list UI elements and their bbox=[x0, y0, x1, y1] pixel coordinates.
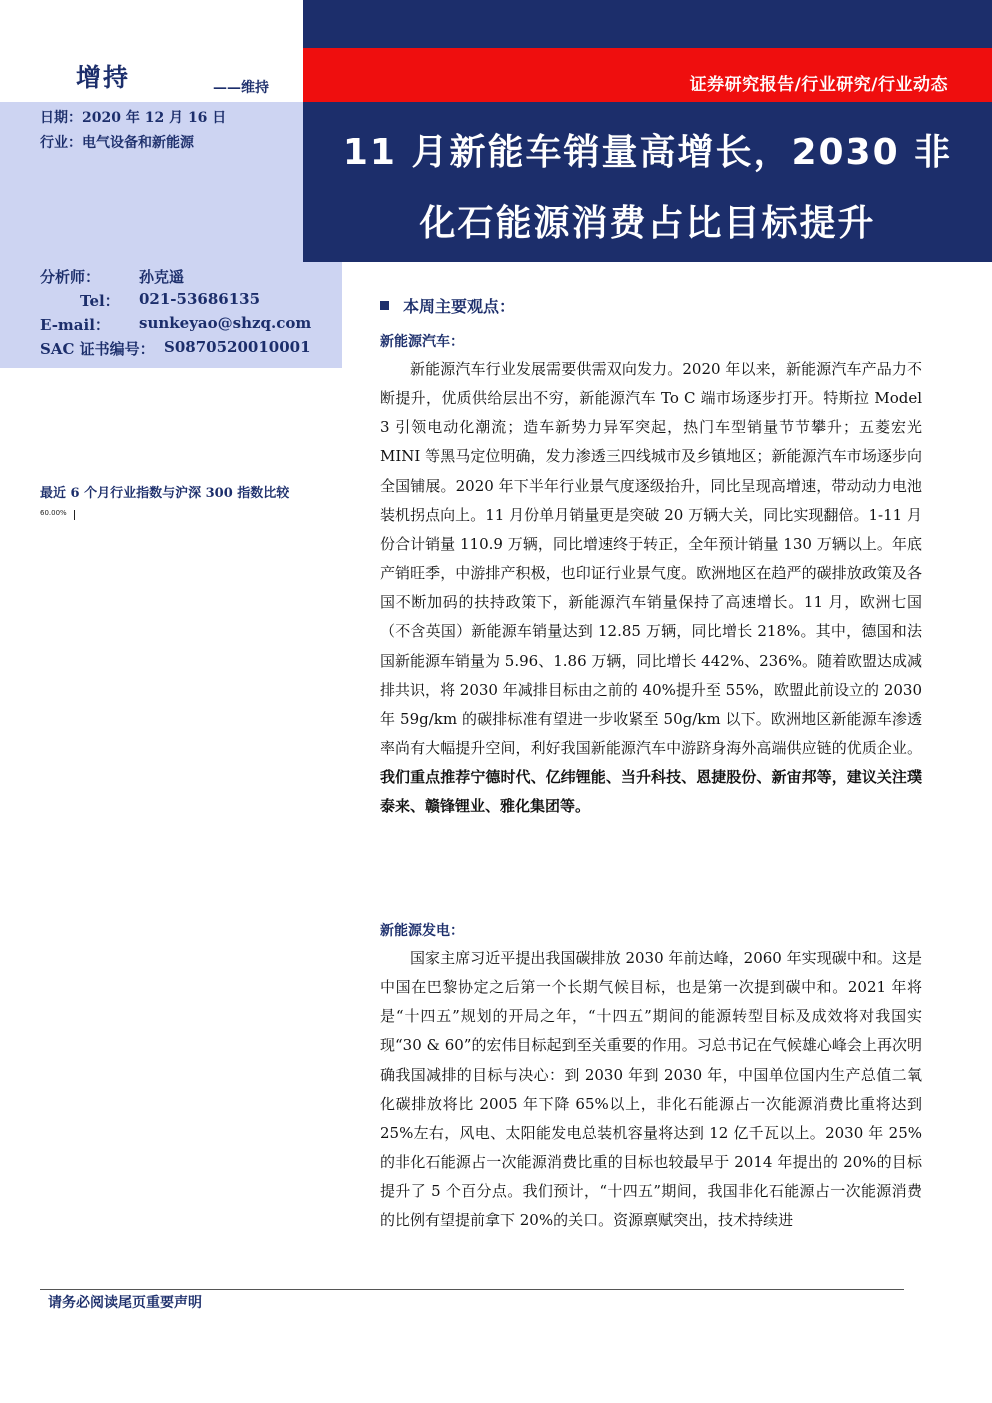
header-red-band bbox=[303, 48, 992, 102]
sac-label: SAC 证书编号： bbox=[40, 340, 155, 358]
chart-axis-mark bbox=[74, 510, 77, 520]
paragraph-nev-text: 新能源汽车行业发展需要供需双向发力。2020 年以来，新能源汽车产品力不断提升，优质供给层出不穷，新能源汽车 To C 端市场逐步打开。特斯拉 Model 3 引领电动化潮流；造车新势力异军突起，热门车型销量节节攀升；五菱宏光 MINI 等黑马定位明确，发力渗透三四线城市及乡镇地区；新能源汽车市场逐步向全国铺展。2020 年下半年行业景气度逐级抬升，同比呈现高增速，带动动力电池装机拐点向上。11 月份单月销量更是突破 20 万辆大关，同比实现翻倍。1-11 月份合计销量 110.9 万辆，同比增速终于转正，全年预计销量 130 万辆以上。年底产销旺季，中游排产积极，也印证行业景气度。欧洲地区在趋严的碳排放政策及各国不断加码的扶持政策下，新能源汽车销量保持了高速增长。11 月，欧洲七国（不含英国）新能源车销量达到 12.85 万辆，同比增长 218%。其中，德国和法国新能源车销量为 5.96、1.86 万辆，同比增长 442%、236%。随着欧盟达成减排共识，将 2030 年减排目标由之前的 40%提升至 55%，欧盟此前设立的 2030 年 59g/km 的碳排标准有望进一步收紧至 50g/km 以下。欧洲地区新能源车渗透率尚有大幅提升空间，利好我国新能源汽车中游跻身海外高端供应链的优质企业。 bbox=[380, 360, 922, 758]
footer-divider bbox=[40, 1289, 904, 1290]
report-title-line-2: 化石能源消费占比目标提升 bbox=[419, 203, 876, 244]
sac-value: S0870520010001 bbox=[164, 338, 311, 356]
subheading-power: 新能源发电： bbox=[380, 923, 464, 939]
section-heading bbox=[380, 294, 515, 317]
analyst-label: 分析师： bbox=[40, 268, 101, 286]
header-top-band bbox=[303, 0, 992, 48]
chart-caption: 最近 6 个月行业指数与沪深 300 指数比较 bbox=[40, 486, 290, 501]
report-industry: 行业：电气设备和新能源 bbox=[40, 135, 194, 151]
report-title-line-1: 11 月新能车销量高增长，2030 非 bbox=[342, 132, 953, 173]
report-date: 日期：2020 年 12 月 16 日 bbox=[40, 110, 227, 126]
paragraph-power: 国家主席习近平提出我国碳排放 2030 年前达峰，2060 年实现碳中和。这是中国在巴黎协定之后第一个长期气候目标，也是第一次提到碳中和。2021 年将是“十四五”规划的开局之年，“十四五”期间的能源转型目标及成效将对我国实现“30 & 60”的宏伟目标起到至关重要的作用。习总书记在气候雄心峰会上再次明确我国减排的目标与决心：到 2030 年到 2030 年，中国单位国内生产总值二氧化碳排放将比 2005 年下降 65%以上，非化石能源占一次能源消费比重将达到 25%左右，风电、太阳能发电总装机容量将达到 12 亿千瓦以上。2030 年 25%的非化石能源占一次能源消费比重的目标也较最早于 2014 年提出的 20%的目标提升了 5 个百分点。我们预计，“十四五”期间，我国非化石能源占一次能源消费的比例有望提前拿下 20%的关口。资源禀赋突出，技术持续进 bbox=[380, 949, 922, 1230]
rating-label: 增持 bbox=[76, 63, 131, 92]
title-banner bbox=[303, 102, 992, 262]
section-heading-text: 本周主要观点： bbox=[403, 297, 516, 316]
analyst-name: 孙克遥 bbox=[139, 268, 185, 286]
subheading-nev: 新能源汽车： bbox=[380, 334, 464, 350]
paragraph-nev bbox=[380, 355, 922, 822]
previous-rating-label: ——维持 bbox=[213, 80, 269, 96]
tel-label: Tel： bbox=[80, 292, 120, 310]
chart-axis-tick: 60.00% bbox=[40, 509, 67, 517]
email-label: E-mail： bbox=[40, 316, 110, 334]
tel-value: 021-53686135 bbox=[139, 290, 261, 308]
square-bullet-icon bbox=[380, 301, 389, 310]
email-value[interactable]: sunkeyao@shzq.com bbox=[139, 314, 312, 332]
report-breadcrumb: 证券研究报告/行业研究/行业动态 bbox=[689, 75, 948, 95]
paragraph-nev-recommendation: 我们重点推荐宁德时代、亿纬锂能、当升科技、恩捷股份、新宙邦等，建议关注璞泰来、赣锋锂业、雅化集团等。 bbox=[380, 768, 922, 816]
footer-disclaimer: 请务必阅读尾页重要声明 bbox=[48, 1295, 202, 1311]
